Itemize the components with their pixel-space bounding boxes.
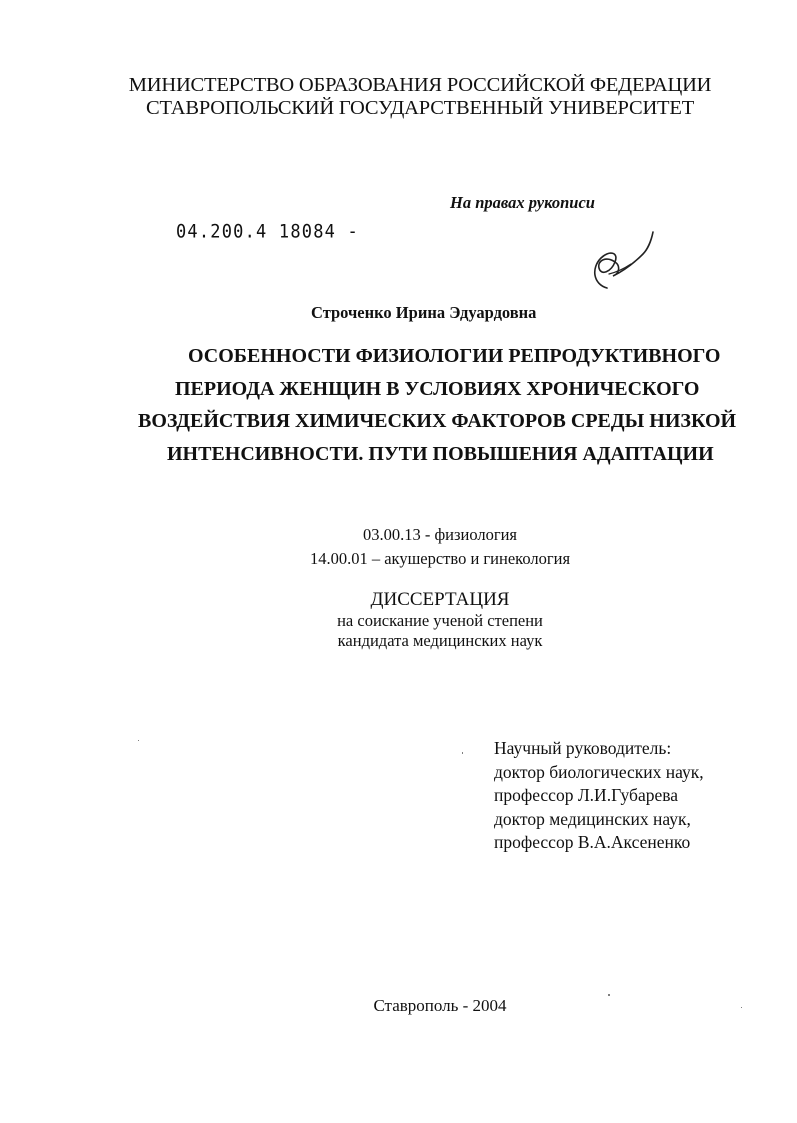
university-line: СТАВРОПОЛЬСКИЙ ГОСУДАРСТВЕННЫЙ УНИВЕРСИТЕТ: [145, 97, 695, 119]
scan-speck: [608, 994, 610, 996]
advisor-line: профессор В.А.Аксененко: [494, 832, 691, 852]
title-line: ПЕРИОДА ЖЕНЩИН В УСЛОВИЯХ ХРОНИЧЕСКОГО: [175, 377, 700, 400]
advisor-line: доктор биологических наук,: [494, 761, 704, 782]
title-line: ОСОБЕННОСТИ ФИЗИОЛОГИИ РЕПРОДУКТИВНОГО: [188, 345, 721, 367]
ministry-header: [0, 74, 797, 120]
title-line: ВОЗДЕЙСТВИЯ ХИМИЧЕСКИХ ФАКТОРОВ СРЕДЫ НИЗКОЙ: [138, 410, 737, 433]
author-name: Строченко Ирина Эдуардовна: [311, 303, 537, 322]
specialty-codes: [0, 523, 797, 571]
dissertation-title: [120, 340, 740, 471]
degree-line: кандидата медицинских наук: [337, 631, 543, 650]
ministry-line: МИНИСТЕРСТВО ОБРАЗОВАНИЯ РОССИЙСКОЙ ФЕДЕРАЦИИ: [128, 74, 712, 96]
specialty-line: 03.00.13 - физиология: [362, 525, 518, 544]
city-year: Ставрополь - 2004: [373, 996, 507, 1015]
scan-speck: [462, 752, 463, 754]
dissertation-heading: ДИССЕРТАЦИЯ: [370, 589, 510, 610]
scan-speck: [741, 1007, 742, 1008]
scientific-advisors: [494, 737, 704, 855]
advisor-line: Научный руководитель:: [494, 738, 672, 758]
title-line: ИНТЕНСИВНОСТИ. ПУТИ ПОВЫШЕНИЯ АДАПТАЦИИ: [167, 443, 714, 466]
advisor-line: доктор медицинских наук,: [494, 808, 691, 829]
registration-stamp: 04.200.4 18084 -: [176, 221, 359, 243]
degree-line: на соискание ученой степени: [337, 611, 543, 630]
scan-speck: [138, 740, 139, 741]
specialty-line: 14.00.01 – акушерство и гинекология: [309, 549, 571, 568]
manuscript-rights-note: На правах рукописи: [450, 193, 595, 212]
signature-icon: [585, 228, 655, 290]
advisor-line: профессор Л.И.Губарева: [494, 785, 679, 805]
dissertation-block: [0, 588, 797, 651]
